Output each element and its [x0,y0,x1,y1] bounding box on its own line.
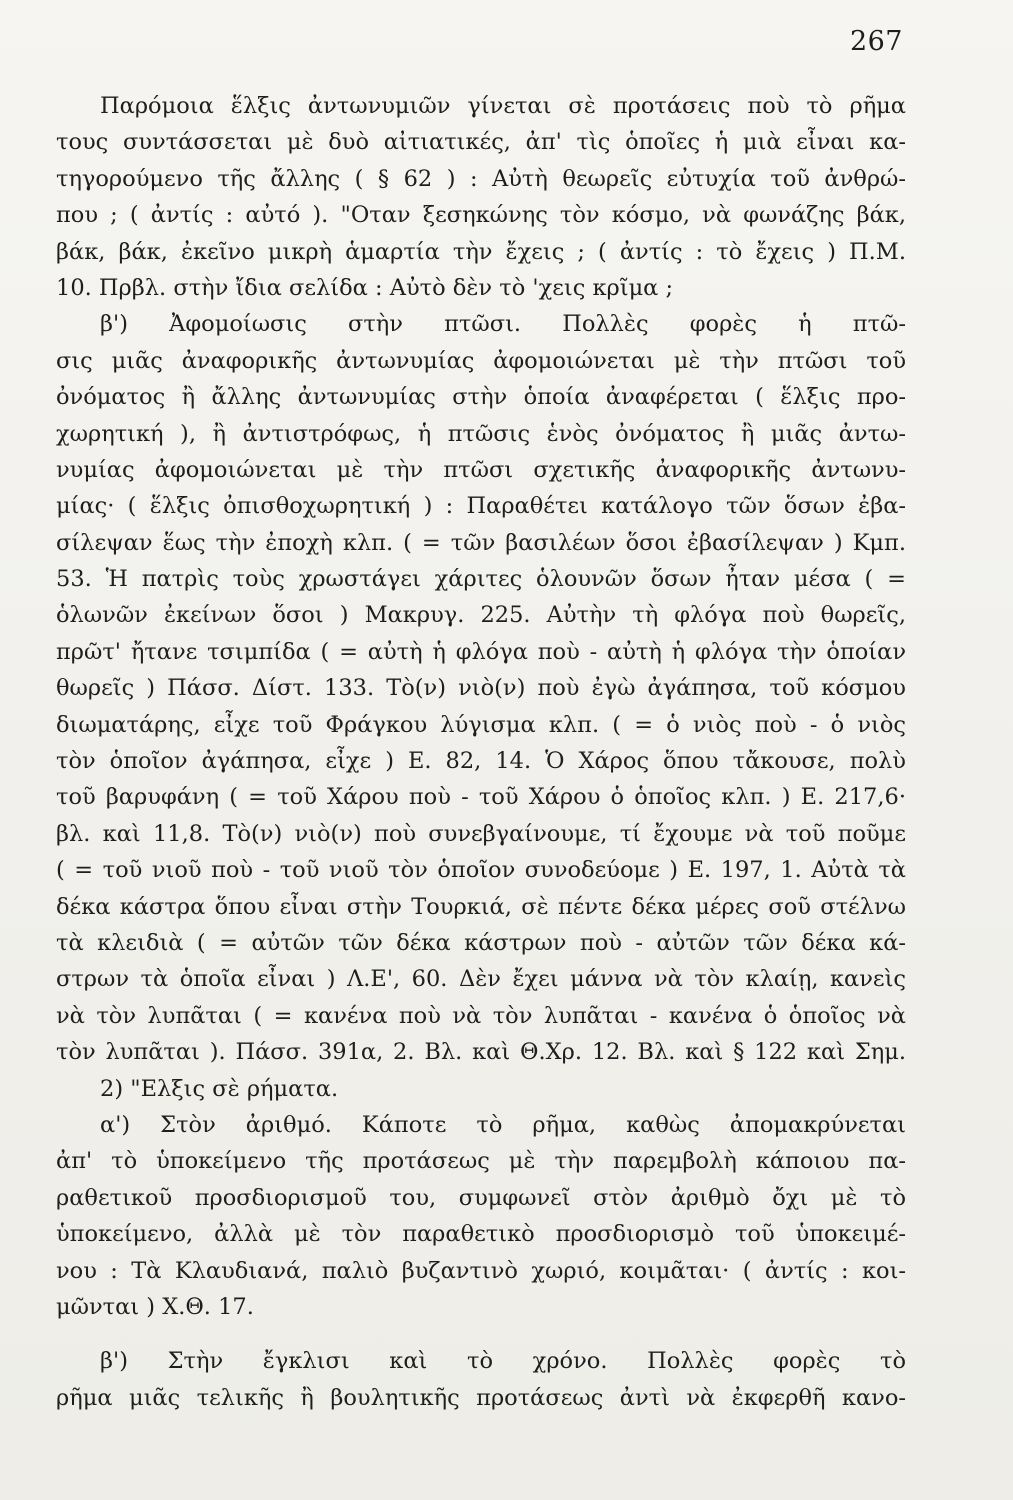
text-line: μῶνται ) Χ.Θ. 17. [56,1293,254,1320]
text-line: τηγορούμενο τῆς ἄλλης ( § 62 ) : Αὐτὴ θεωρεῖς εὐτυχία τοῦ ἀνθρώ- [56,165,906,192]
text-line: πρῶτ' ἤτανε τσιμπίδα ( = αὐτὴ ἡ φλόγα ποὺ - αὐτὴ ἡ φλόγα τὴν ὁποίαν [56,638,906,665]
text-line: τὸν λυπᾶται ). Πάσσ. 391α, 2. Βλ. καὶ Θ.Χρ. 12. Βλ. καὶ § 122 καὶ Σημ. [56,1039,906,1066]
text-line: β') Στὴν ἔγκλισι καὶ τὸ χρόνο. Πολλὲς φορὲς τὸ [100,1348,906,1375]
text-line: ἀπ' τὸ ὑποκείμενο τῆς προτάσεως μὲ τὴν παρεμβολὴ κάποιου πα- [56,1148,906,1175]
text-line: β') Ἀφομοίωσις στὴν πτῶσι. Πολλὲς φορὲς ἡ πτῶ- [100,311,906,338]
text-line: σίλεψαν ἕως τὴν ἐποχὴ κλπ. ( = τῶν βασιλέων ὅσοι ἐβασίλεψαν ) Κμπ. [56,529,906,556]
text-line: Παρόμοια ἕλξις ἀντωνυμιῶν γίνεται σὲ προτάσεις ποὺ τὸ ρῆμα [100,93,906,119]
text-line: α') Στὸν ἀριθμό. Κάποτε τὸ ρῆμα, καθὼς ἀπομακρύνεται [100,1111,906,1138]
text-line: ( = τοῦ νιοῦ ποὺ - τοῦ νιοῦ τὸν ὁποῖον συνοδεύομε ) Ε. 197, 1. Αὐτὰ τὰ [56,857,906,884]
text-line: ὀνόματος ἢ ἄλλης ἀντωνυμίας στὴν ὁποία ἀναφέρεται ( ἕλξις προ- [56,384,906,411]
paragraph-attraction-predicate [56,88,906,306]
text-line: 53. Ἡ πατρὶς τοὺς χρωστάγει χάριτες ὁλουνῶν ὅσων ἦταν μέσα ( = [56,566,906,593]
text-line: νου : Τὰ Κλαυδιανά, παλιὸ βυζαντινὸ χωριό, κοιμᾶται· ( ἀντίς : κοι- [56,1257,906,1284]
page-number: 267 [849,26,903,57]
text-line: νὰ τὸν λυπᾶται ( = κανένα ποὺ νὰ τὸν λυπᾶται - κανένα ὁ ὁποῖος νὰ [56,1002,906,1029]
text-line: βάκ, βάκ, ἐκεῖνο μικρὴ ἁμαρτία τὴν ἔχεις ; ( ἀντίς : τὸ ἔχεις ) Π.Μ. [56,238,906,265]
text-line: τοῦ βαρυφάνη ( = τοῦ Χάρου ποὺ - τοῦ Χάρου ὁ ὁποῖος κλπ. ) Ε. 217,6· [56,784,906,811]
text-line: διωματάρης, εἶχε τοῦ Φράγκου λύγισμα κλπ. ( = ὁ νιὸς ποὺ - ὁ νιὸς [56,711,906,738]
text-line: τὰ κλειδιὰ ( = αὐτῶν τῶν δέκα κάστρων ποὺ - αὐτῶν τῶν δέκα κά- [56,929,906,956]
body-text [56,88,906,1416]
text-line: 10. Πρβλ. στὴν ἴδια σελίδα : Αὐτὸ δὲν τὸ 'χεις κρῖμα ; [56,274,674,301]
text-line: βλ. καὶ 11,8. Τὸ(ν) νιὸ(ν) ποὺ συνεβγαίνουμε, τί ἔχουμε νὰ τοῦ ποῦμε [56,820,906,847]
paragraph-gap [56,1325,906,1343]
paragraph-case-assimilation [56,306,906,1070]
text-line: τὸν ὁποῖον ἀγάπησα, εἶχε ) Ε. 82, 14. Ὁ Χάρος ὅπου τἄκουσε, πολὺ [56,748,906,775]
text-line: θωρεῖς ) Πάσσ. Δίστ. 133. Τὸ(ν) νιὸ(ν) ποὺ ἐγὼ ἀγάπησα, τοῦ κόσμου [56,675,906,702]
text-line: ρῆμα μιᾶς τελικῆς ἢ βουλητικῆς προτάσεως ἀντὶ νὰ ἐκφερθῆ κανο- [56,1384,906,1411]
text-line: χωρητική ), ἢ ἀντιστρόφως, ἡ πτῶσις ἑνὸς ὀνόματος ἢ μιᾶς ἀντω- [56,420,906,447]
text-line: σις μιᾶς ἀναφορικῆς ἀντωνυμίας ἀφομοιώνεται μὲ τὴν πτῶσι τοῦ [56,347,906,374]
paragraph-mood-tense [56,1343,906,1416]
text-line: που ; ( ἀντίς : αὐτό ). "Οταν ξεσηκώνης τὸν κόσμο, νὰ φωνάζης βάκ, [56,202,906,229]
text-line: τους συντάσσεται μὲ δυὸ αἰτιατικές, ἀπ' τὶς ὁποῖες ἡ μιὰ εἶναι κα- [56,129,906,156]
text-line: στρων τὰ ὁποῖα εἶναι ) Λ.Ε', 60. Δὲν ἔχει μάννα νὰ τὸν κλαίῃ, κανεὶς [56,966,906,993]
text-line: νυμίας ἀφομοιώνεται μὲ τὴν πτῶσι σχετικῆς ἀναφορικῆς ἀντωνυ- [56,456,906,483]
text-line: ὁλωνῶν ἐκείνων ὅσοι ) Μακρυγ. 225. Αὐτὴν τὴ φλόγα ποὺ θωρεῖς, [56,602,906,629]
paragraph-number-agreement [56,1107,906,1325]
text-line: μίας· ( ἕλξις ὀπισθοχωρητική ) : Παραθέτει κατάλογο τῶν ὅσων ἐβα- [56,493,906,520]
section-heading: 2) "Ελξις σὲ ρήματα. [100,1075,339,1102]
text-line: ραθετικοῦ προσδιορισμοῦ του, συμφωνεῖ στὸν ἀριθμὸ ὄχι μὲ τὸ [56,1184,906,1211]
text-line: ὑποκείμενο, ἀλλὰ μὲ τὸν παραθετικὸ προσδιορισμὸ τοῦ ὑποκειμέ- [56,1221,906,1248]
text-line: δέκα κάστρα ὅπου εἶναι στὴν Τουρκιά, σὲ πέντε δέκα μέρες σοῦ στέλνω [56,893,906,920]
